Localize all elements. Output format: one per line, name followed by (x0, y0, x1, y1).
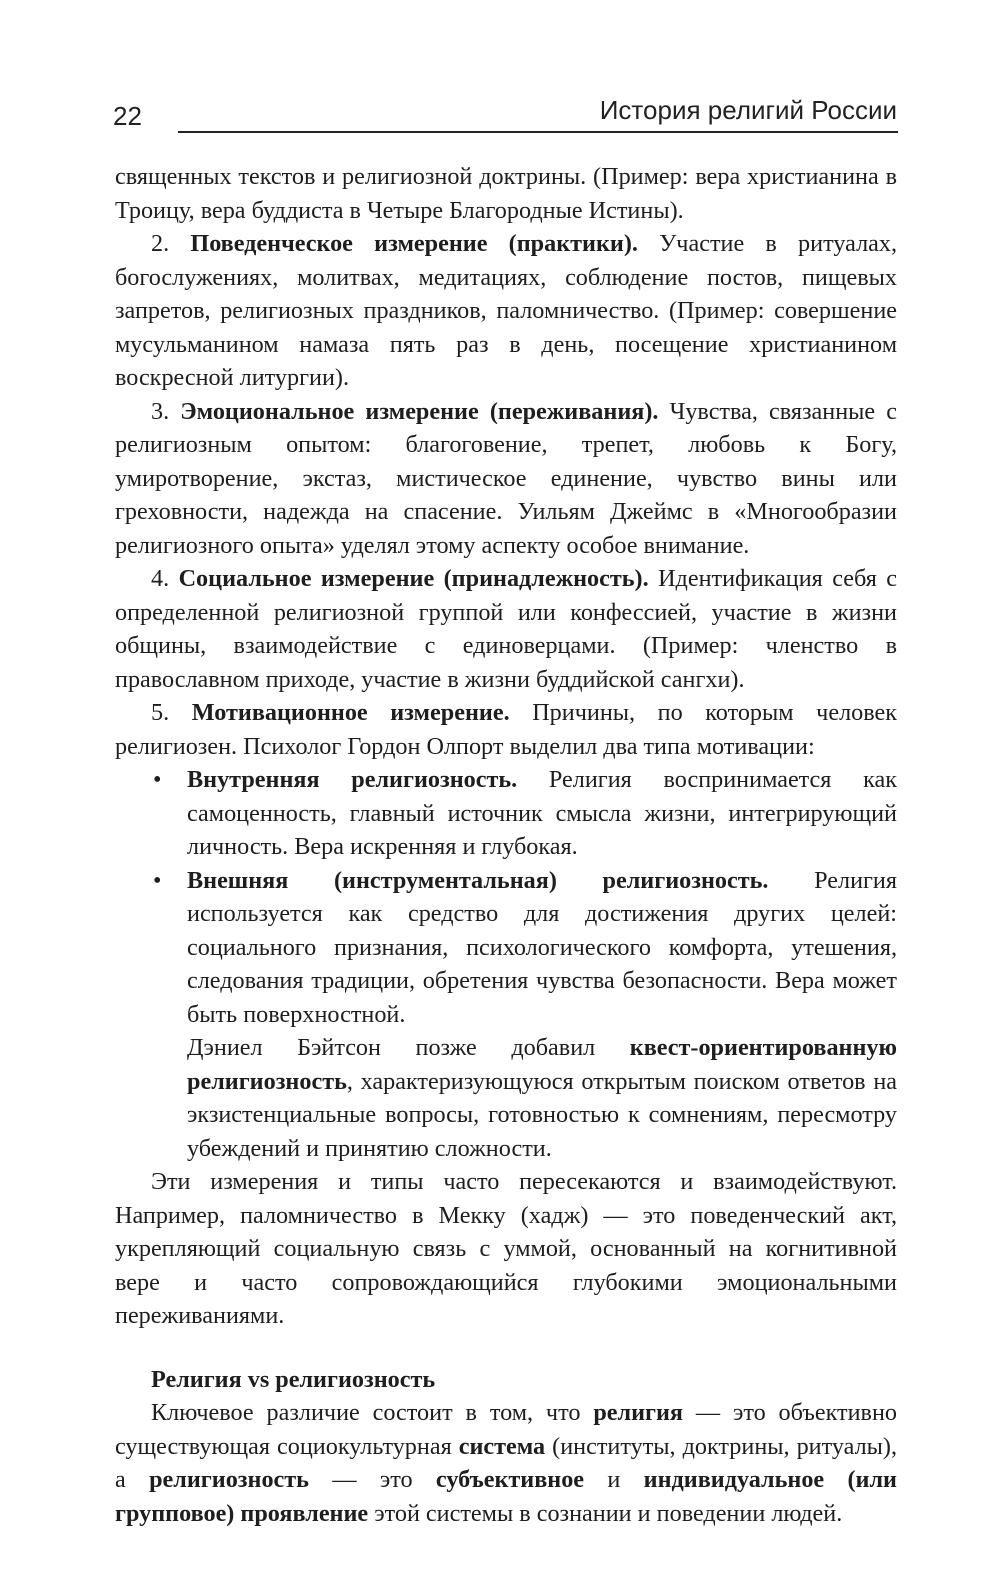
page-header (0, 0, 1000, 140)
batson-term: квест-ориентированную религиозность (187, 1034, 897, 1095)
section-text: — это (332, 1466, 413, 1493)
section-text: (институты, доктрины, ритуалы), а (115, 1432, 898, 1493)
running-title: История религий России (599, 95, 897, 125)
batson-before: Дэниел Бэйтсон позже добавил (187, 1034, 596, 1061)
item-text: Причины, по которым человек религиозен. Психолог Гордон Олпорт выделил два типа мотивации: (115, 699, 898, 760)
item-text: Идентификация себя с определенной религиозной группой или конфессией, участие в жизни общины, взаимодействие с единоверцами. (Пример: членство в православном приходе, участие в жизни буддийской сангхи). (115, 565, 898, 693)
item-title: Мотивационное измерение. (191, 699, 510, 726)
item-number: 5. (151, 699, 170, 726)
list-item-5 (115, 696, 897, 763)
item-text: Чувства, связанные с религиозным опытом: благоговение, трепет, любовь к Богу, умиротворение, экстаз, мистическое единение, чувство вины или греховности, надежда на спасение. Уильям Джеймс в «Многообразии религиозного опыта» уделял этому аспекту особое внимание. (115, 397, 898, 559)
section-term: система (458, 1432, 546, 1460)
item-text: Участие в ритуалах, богослужениях, молитвах, медитациях, соблюдение постов, пищевых запретов, религиозных праздников, паломничество. (Пример: совершение мусульманином намаза пять раз в день, посещение христианином воскресной литургии). (115, 230, 898, 391)
motivation-bullets (115, 763, 897, 1031)
bullet-icon: • (153, 866, 162, 894)
intro-paragraph: священных текстов и религиозной доктрины. (Пример: вера христианина в Троицу, вера буддиста в Четыре Благородные Истины). (115, 163, 897, 224)
item-title: Социальное измерение (принадлежность). (178, 565, 649, 592)
section-term: религиозность (149, 1466, 309, 1493)
bullet-text: Религия воспринимается как самоценность, главный источник смысла жизни, интегрирующий личность. Вера искренняя и глубокая. (187, 766, 897, 860)
bullet-title: Внешняя (инструментальная) религиозность. (187, 866, 769, 894)
bullet-title: Внутренняя религиозность. (187, 766, 518, 793)
page-number: 22 (113, 101, 142, 131)
bullet-item (153, 864, 897, 1032)
section-text: Ключевое различие состоит в том, что (151, 1399, 581, 1426)
batson-paragraph (115, 1031, 897, 1165)
bullet-icon: • (153, 766, 162, 793)
section-term: религия (593, 1399, 684, 1426)
section-text: этой системы в сознании и поведении людей. (374, 1499, 843, 1527)
section-text: и (607, 1466, 621, 1493)
bullet-text: Религия используется как средство для достижения других целей: социального признания, психологического комфорта, утешения, следования традиции, обретения чувства безопасности. Вера может быть поверхностной. (187, 866, 897, 1028)
item-number: 4. (151, 565, 170, 592)
item-title: Эмоциональное измерение (переживания). (180, 397, 659, 425)
section-heading: Религия vs религиозность (151, 1365, 436, 1393)
batson-after: , характеризующуюся открытым поиском ответов на экзистенциальные вопросы, готовностью к сомнениям, пересмотру убеждений и принятию сложности. (187, 1067, 897, 1162)
section-term: субъективное (435, 1466, 585, 1493)
bullet-item (153, 763, 897, 864)
section-paragraph (115, 1396, 897, 1530)
page-body (115, 160, 897, 1530)
item-title: Поведенческое измерение (практики). (190, 230, 638, 257)
section-term: индивидуальное (или групповое) проявление (115, 1466, 897, 1527)
list-item-4 (115, 562, 897, 696)
summary-paragraph: Эти измерения и типы часто пересекаются и взаимодействуют. Например, паломничество в Мекку (хадж) — это поведенческий акт, укрепляющий социальную связь с уммой, основанный на когнитивной вере и часто сопровождающийся глубокими эмоциональными переживаниями. (115, 1168, 897, 1329)
header-rule (178, 131, 898, 133)
list-item-3 (115, 395, 897, 563)
list-item-2 (115, 227, 897, 395)
item-number: 3. (151, 397, 170, 425)
section-text: — это объективно существующая социокультурная (115, 1399, 897, 1460)
item-number: 2. (151, 230, 170, 257)
